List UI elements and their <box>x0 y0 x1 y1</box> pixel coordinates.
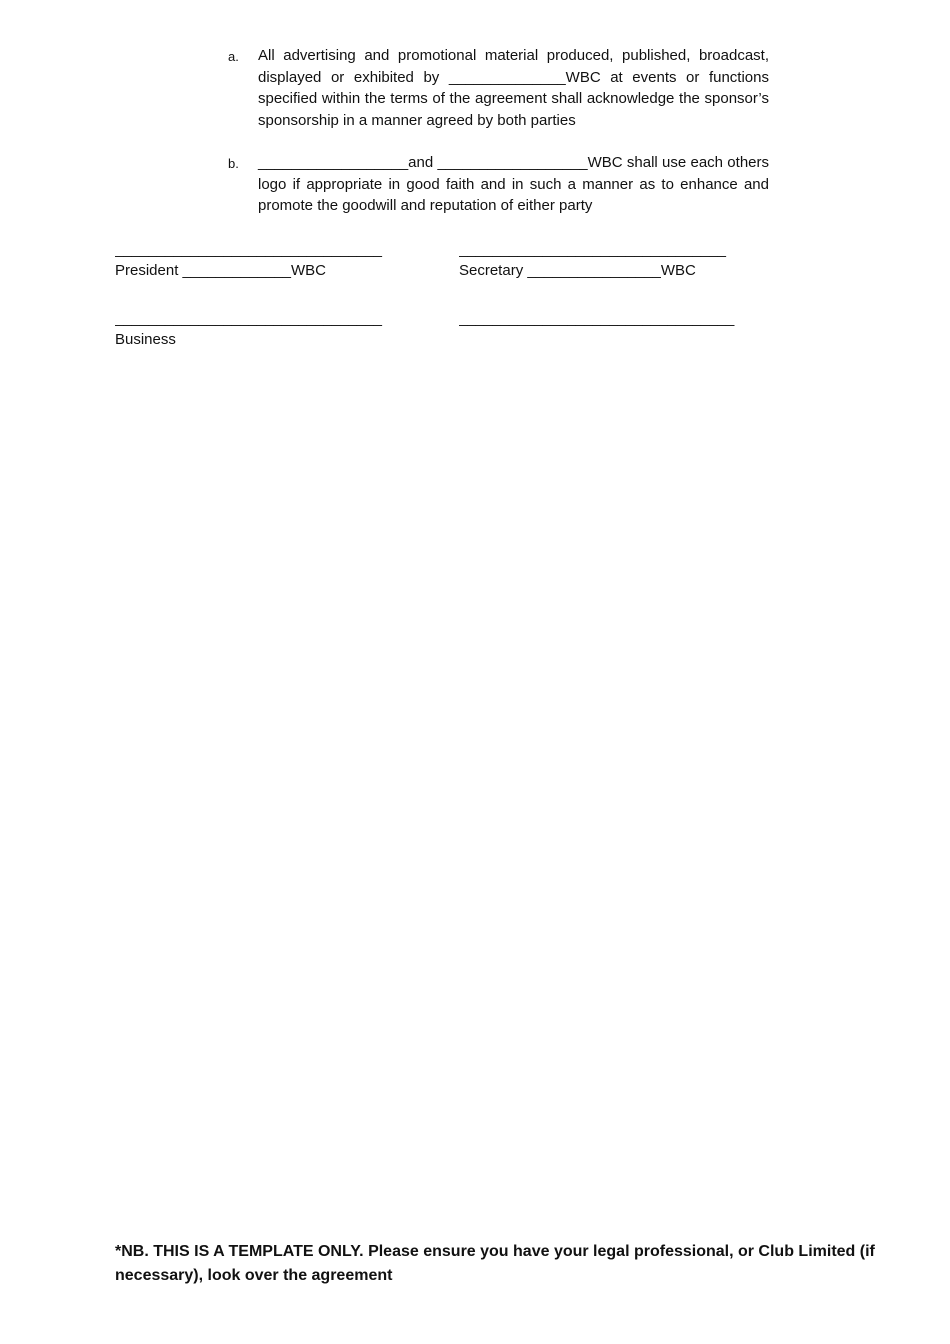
clause-b <box>228 152 769 217</box>
clause-text: All advertising and promotional material produced, published, broadcast, displayed or exhibited by ______________WBC at events or functions specified within the terms of the agreement shall acknowledge the sponsor’s sponsorship in a manner agreed by both parties <box>258 47 769 129</box>
clause-marker: a. <box>228 49 239 64</box>
secretary-signature-line: ________________________________ <box>459 241 726 258</box>
president-signature-label: President _____________WBC <box>115 262 326 279</box>
witness-signature-line: _________________________________ <box>459 310 735 327</box>
clause-marker: b. <box>228 156 239 171</box>
clause-a <box>228 45 769 131</box>
template-disclaimer: *NB. THIS IS A TEMPLATE ONLY. Please ensure you have your legal professional, or Club Limited (if necessary), look over the agreement <box>115 1243 875 1284</box>
business-signature-line: ________________________________ <box>115 310 382 327</box>
president-signature-line: ________________________________ <box>115 241 382 258</box>
secretary-signature-label: Secretary ________________WBC <box>459 262 696 279</box>
business-signature-label: Business <box>115 331 176 348</box>
clause-text: __________________and __________________WBC shall use each others logo if appropriate in good faith and in such a manner as to enhance and promote the goodwill and reputation of either party <box>258 154 769 214</box>
